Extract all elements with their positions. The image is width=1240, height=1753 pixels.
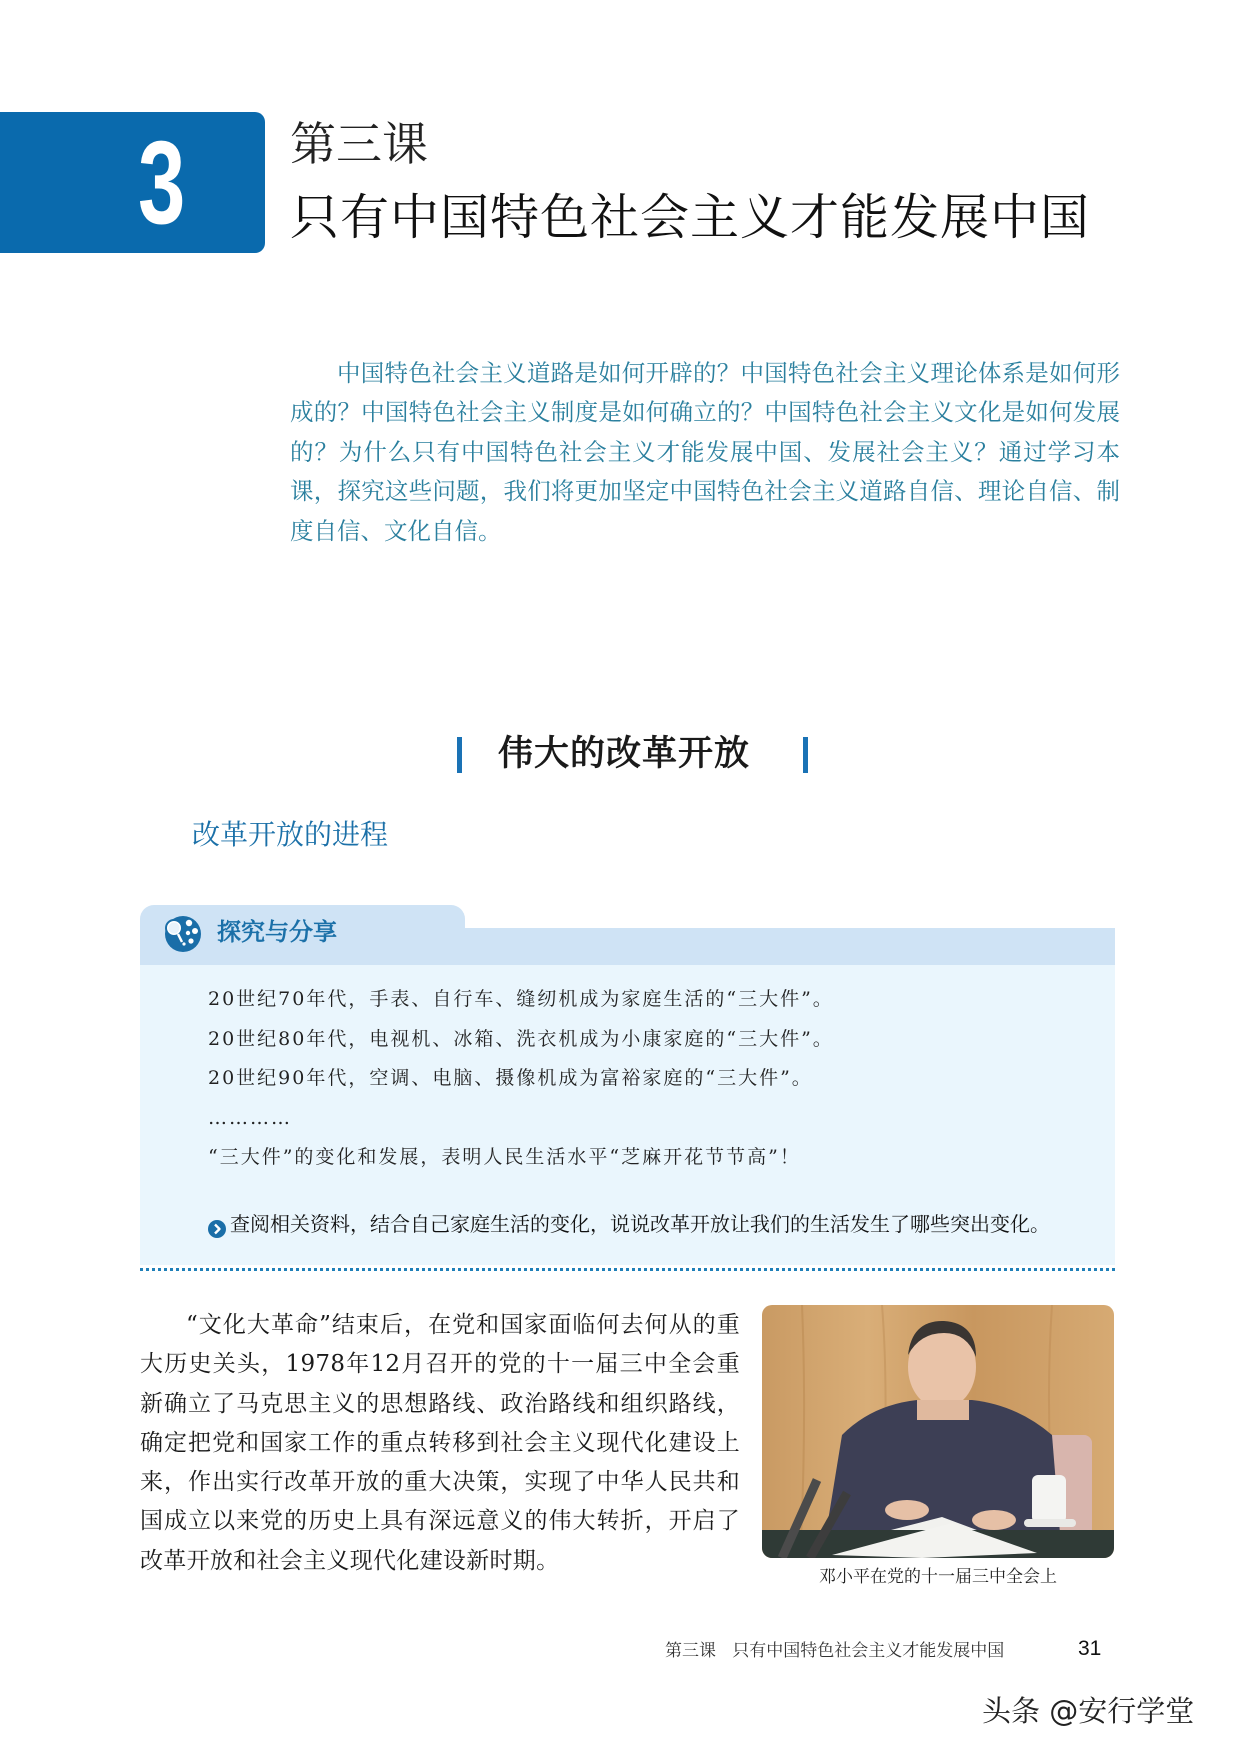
section-bar-left: [457, 737, 462, 773]
inquiry-content: [208, 980, 1088, 1178]
intro-paragraph: 中国特色社会主义道路是如何开辟的？中国特色社会主义理论体系是如何形成的？中国特色社会主义制度是如何确立的？中国特色社会主义文化是如何发展的？为什么只有中国特色社会主义才能发展中国、发展社会主义？通过学习本课，探究这些问题，我们将更加坚定中国特色社会主义道路自信、理论自信、制度自信、文化自信。: [290, 359, 1120, 545]
lesson-title: 只有中国特色社会主义才能发展中国: [290, 189, 1091, 246]
section-bar-right: [803, 737, 808, 773]
chapter-number-box: [0, 112, 265, 253]
inquiry-line: 20世纪90年代，空调、电脑、摄像机成为富裕家庭的“三大件”。: [208, 1067, 813, 1089]
subsection-title: 改革开放的进程: [192, 818, 389, 851]
inquiry-line: 20世纪70年代，手表、自行车、缝纫机成为家庭生活的“三大件”。: [208, 988, 834, 1010]
inquiry-task: [208, 1208, 1050, 1240]
inquiry-title: 探究与分享: [217, 918, 337, 946]
inquiry-line: “三大件”的变化和发展，表明人民生活水平“芝麻开花节节高”！: [208, 1146, 801, 1168]
historical-photo: [762, 1305, 1114, 1558]
running-footer: 第三课 只有中国特色社会主义才能发展中国: [665, 1641, 1005, 1661]
magnifier-globe-icon: [162, 913, 202, 953]
photo-caption: 邓小平在党的十一届三中全会上: [819, 1567, 1057, 1587]
body-paragraph: “文化大革命”结束后，在党和国家面临何去何从的重大历史关头，1978年12月召开的党的十一届三中全会重新确立了马克思主义的思想路线、政治路线和组织路线，确定把党和国家工作的重点转移到社会主义现代化建设上来，作出实行改革开放的重大决策，实现了中华人民共和国成立以来党的历史上具有深远意义的伟大转折，开启了改革开放和社会主义现代化建设新时期。: [140, 1312, 740, 1574]
watermark: 头条 @安行学堂: [982, 1694, 1195, 1728]
inquiry-ellipsis: …………: [208, 1106, 292, 1129]
lesson-label: 第三课: [290, 117, 428, 171]
dotted-divider: [140, 1268, 1115, 1271]
inquiry-task-text: 查阅相关资料，结合自己家庭生活的变化，说说改革开放让我们的生活发生了哪些突出变化。: [230, 1212, 1050, 1236]
chapter-number: 3: [138, 117, 186, 249]
chevron-circle-right-icon: [208, 1215, 226, 1233]
section-title: 伟大的改革开放: [498, 734, 751, 774]
page-number: 31: [1078, 1637, 1102, 1660]
inquiry-line: 20世纪80年代，电视机、冰箱、洗衣机成为小康家庭的“三大件”。: [208, 1027, 834, 1050]
